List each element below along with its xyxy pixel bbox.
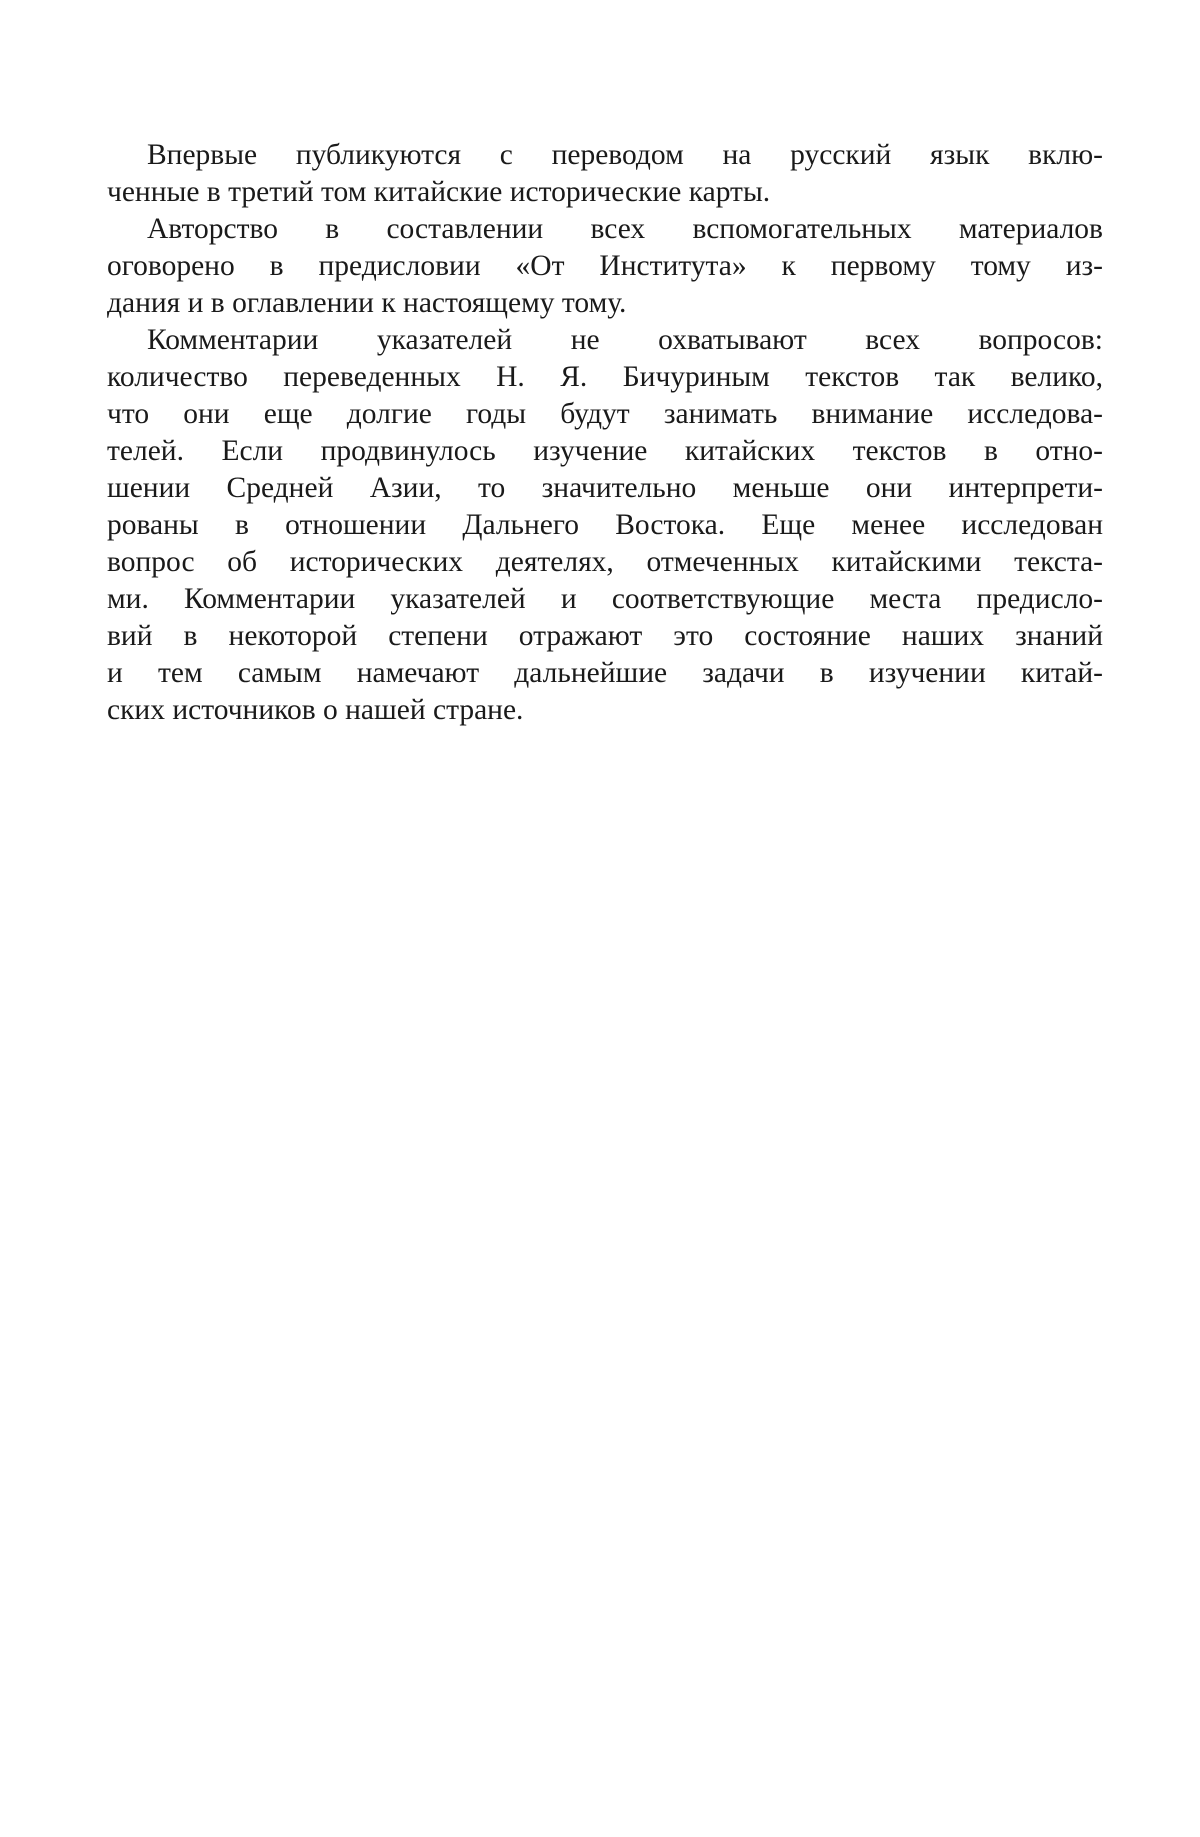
text-line: рованы в отношении Дальнего Востока. Еще менее исследован xyxy=(107,509,1103,541)
text-line: ми. Комментарии указателей и соответствующие места предисло- xyxy=(107,583,1103,615)
text-line: шении Средней Азии, то значительно меньше они интерпрети- xyxy=(107,472,1103,504)
text-line: количество переведенных Н. Я. Бичуриным текстов так велико, xyxy=(107,361,1103,393)
text-line: вопрос об исторических деятелях, отмеченных китайскими текста- xyxy=(107,546,1103,578)
text-line: телей. Если продвинулось изучение китайских текстов в отно- xyxy=(107,435,1103,467)
text-line: что они еще долгие годы будут занимать внимание исследова- xyxy=(107,398,1103,430)
paragraph-1 xyxy=(107,137,1103,211)
paragraph-3 xyxy=(107,322,1103,729)
paragraph-2 xyxy=(107,211,1103,322)
text-line: Комментарии указателей не охватывают всех вопросов: xyxy=(147,324,1103,356)
text-line: вий в некоторой степени отражают это состояние наших знаний xyxy=(107,620,1103,652)
text-line: дания и в оглавлении к настоящему тому. xyxy=(107,287,627,319)
text-line: Авторство в составлении всех вспомогательных материалов xyxy=(147,213,1103,245)
text-line: оговорено в предисловии «От Института» к первому тому из- xyxy=(107,250,1103,282)
text-line: ченные в третий том китайские исторические карты. xyxy=(107,176,771,208)
body-text xyxy=(107,137,1103,729)
text-line: ских источников о нашей стране. xyxy=(107,694,524,726)
text-line: и тем самым намечают дальнейшие задачи в изучении китай- xyxy=(107,657,1103,689)
text-line: Впервые публикуются с переводом на русский язык вклю- xyxy=(147,139,1103,171)
